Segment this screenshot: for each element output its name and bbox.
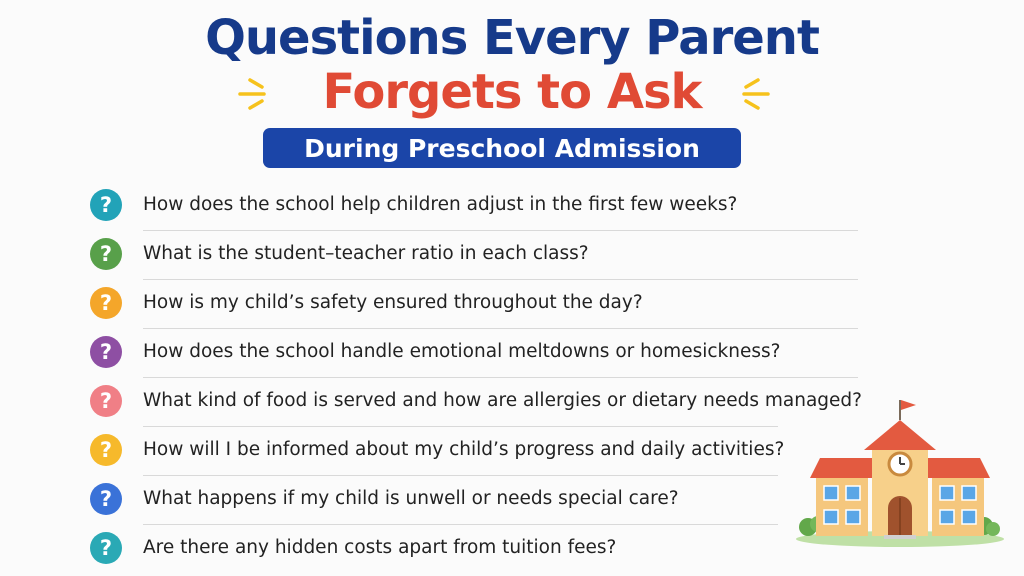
question-text: How will I be informed about my child’s progress and daily activities?	[143, 439, 785, 460]
subtitle-banner	[263, 128, 741, 168]
question-mark-icon: ?	[90, 532, 122, 564]
divider	[143, 230, 858, 231]
question-text: What is the student–teacher ratio in each class?	[143, 243, 589, 264]
sparkle-left-icon	[238, 74, 278, 114]
question-text: How is my child’s safety ensured throughout the day?	[143, 292, 643, 313]
divider	[143, 377, 858, 378]
title-line-1: Questions Every Parent	[205, 10, 819, 66]
subtitle-text: During Preschool Admission	[304, 133, 700, 163]
school-building-icon	[794, 396, 1006, 548]
question-text: How does the school help children adjust in the first few weeks?	[143, 194, 738, 215]
question-text: What happens if my child is unwell or needs special care?	[143, 488, 679, 509]
question-text: How does the school handle emotional meltdowns or homesickness?	[143, 341, 781, 362]
question-mark-icon: ?	[90, 287, 122, 319]
question-mark-icon: ?	[90, 238, 122, 270]
question-mark-icon: ?	[90, 483, 122, 515]
question-text: Are there any hidden costs apart from tuition fees?	[143, 537, 617, 558]
question-mark-icon: ?	[90, 434, 122, 466]
question-mark-icon: ?	[90, 189, 122, 221]
sparkle-right-icon	[730, 74, 770, 114]
divider	[143, 475, 778, 476]
divider	[143, 426, 778, 427]
question-text: What kind of food is served and how are allergies or dietary needs managed?	[143, 390, 862, 411]
divider	[143, 328, 858, 329]
divider	[143, 279, 858, 280]
divider	[143, 524, 778, 525]
question-mark-icon: ?	[90, 336, 122, 368]
question-mark-icon: ?	[90, 385, 122, 417]
title-line-2: Forgets to Ask	[322, 64, 702, 120]
